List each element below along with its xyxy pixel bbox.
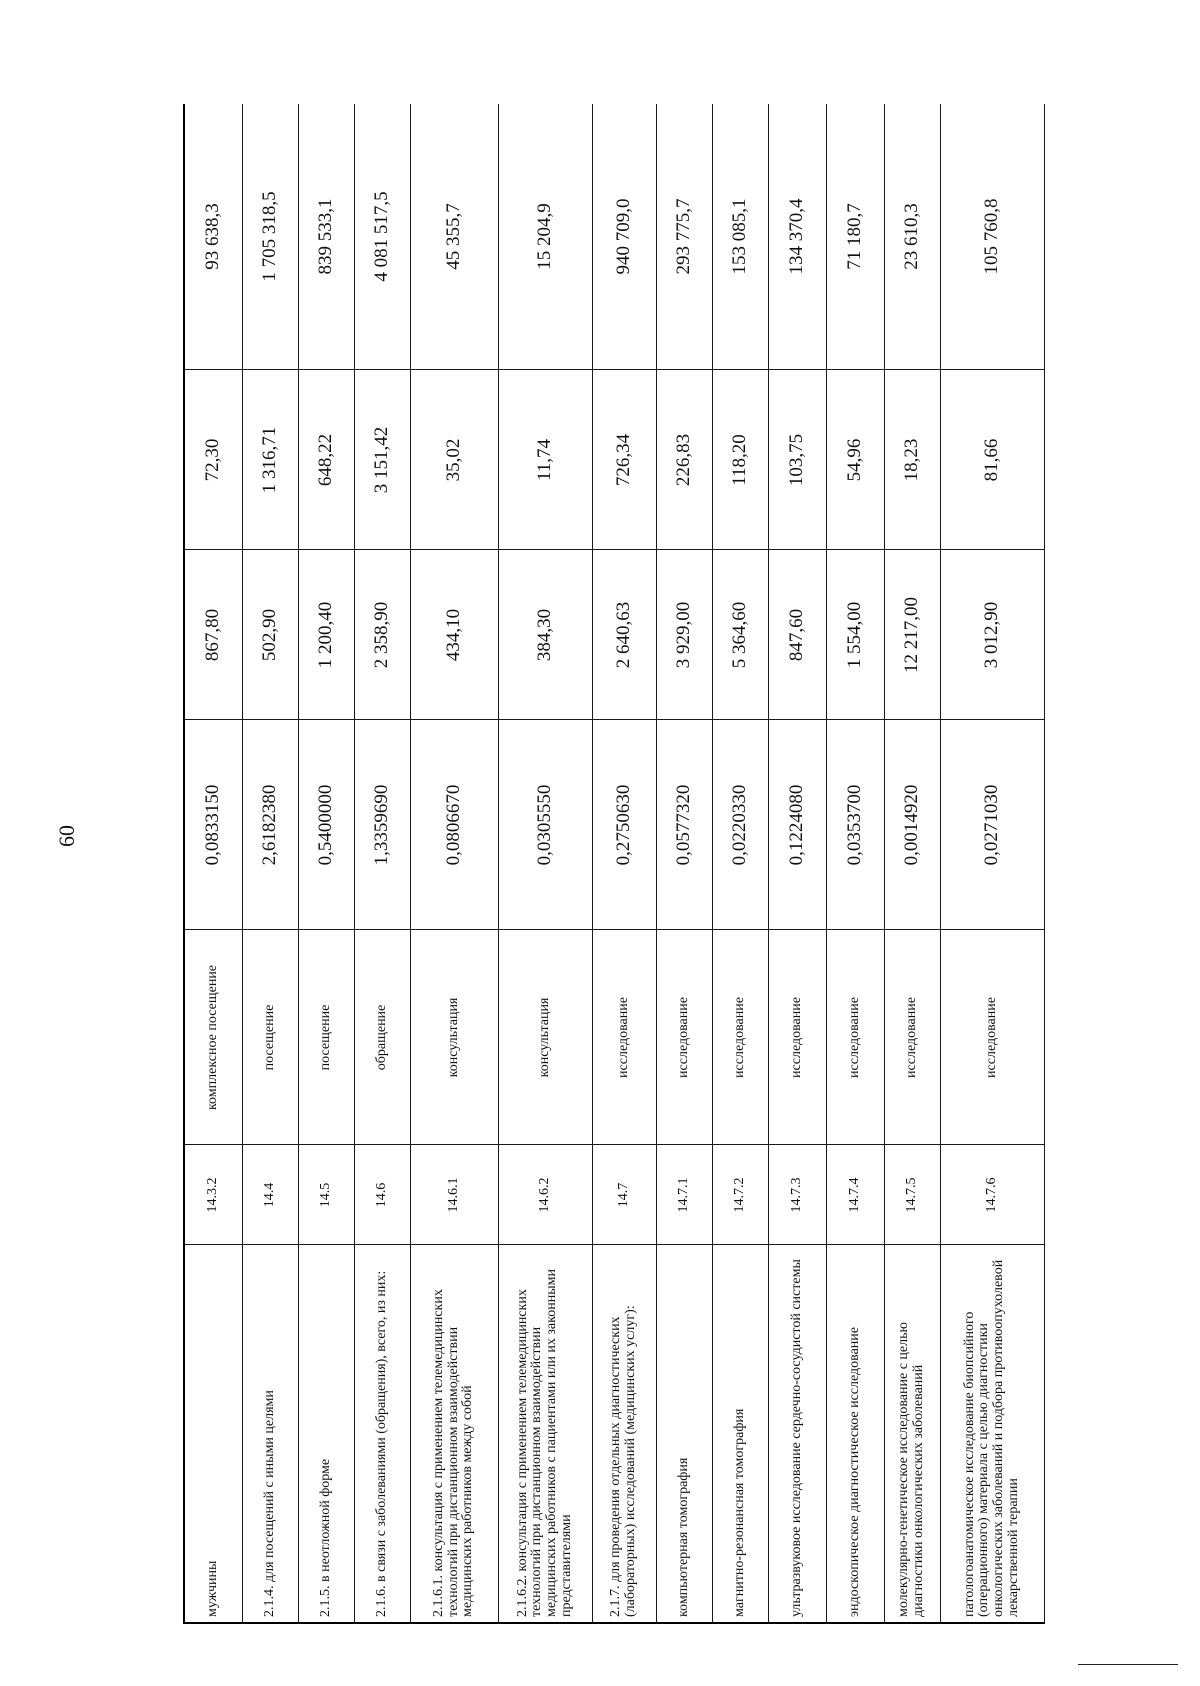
row-cost: 1 554,00 xyxy=(826,550,884,720)
row-total: 45 355,7 xyxy=(410,104,498,370)
table-body xyxy=(184,104,1044,1623)
row-total: 23 610,3 xyxy=(884,104,940,370)
row-name: магнитно-резонансная томография xyxy=(712,1245,768,1623)
row-unit: исследование xyxy=(768,930,826,1145)
table-row xyxy=(940,104,1044,1623)
table-row xyxy=(354,104,410,1623)
row-name: компьютерная томография xyxy=(656,1245,712,1623)
table-row xyxy=(712,104,768,1623)
row-code: 14.6.2 xyxy=(498,1145,592,1245)
row-unit: исследование xyxy=(884,930,940,1145)
row-per-capita: 103,75 xyxy=(768,370,826,550)
row-name: молекулярно-генетическое исследование с целью диагностики онкологических заболеваний xyxy=(884,1245,940,1623)
row-total: 293 775,7 xyxy=(656,104,712,370)
table-row xyxy=(184,104,242,1623)
table-row xyxy=(768,104,826,1623)
row-cost: 12 217,00 xyxy=(884,550,940,720)
row-cost: 2 358,90 xyxy=(354,550,410,720)
row-total: 15 204,9 xyxy=(498,104,592,370)
row-unit: исследование xyxy=(656,930,712,1145)
table-row xyxy=(592,104,656,1623)
row-total: 1 705 318,5 xyxy=(242,104,298,370)
row-norm: 0,0014920 xyxy=(884,720,940,930)
row-total: 134 370,4 xyxy=(768,104,826,370)
row-per-capita: 726,34 xyxy=(592,370,656,550)
row-per-capita: 226,83 xyxy=(656,370,712,550)
row-total: 839 533,1 xyxy=(298,104,354,370)
row-unit: консультация xyxy=(410,930,498,1145)
row-code: 14.7.1 xyxy=(656,1145,712,1245)
row-norm: 0,1224080 xyxy=(768,720,826,930)
row-unit: обращение xyxy=(354,930,410,1145)
row-code: 14.6.1 xyxy=(410,1145,498,1245)
row-total: 153 085,1 xyxy=(712,104,768,370)
row-code: 14.5 xyxy=(298,1145,354,1245)
row-total: 93 638,3 xyxy=(184,104,242,370)
row-unit: исследование xyxy=(940,930,1044,1145)
table-row xyxy=(884,104,940,1623)
row-total: 4 081 517,5 xyxy=(354,104,410,370)
row-cost: 3 012,90 xyxy=(940,550,1044,720)
row-per-capita: 1 316,71 xyxy=(242,370,298,550)
row-name: 2.1.6. в связи с заболеваниями (обращения), всего, из них: xyxy=(354,1245,410,1623)
row-norm: 0,0353700 xyxy=(826,720,884,930)
row-per-capita: 118,20 xyxy=(712,370,768,550)
row-total: 105 760,8 xyxy=(940,104,1044,370)
row-per-capita: 648,22 xyxy=(298,370,354,550)
row-unit: исследование xyxy=(592,930,656,1145)
row-norm: 0,0220330 xyxy=(712,720,768,930)
row-code: 14.7.2 xyxy=(712,1145,768,1245)
row-code: 14.6 xyxy=(354,1145,410,1245)
row-norm: 0,0806670 xyxy=(410,720,498,930)
row-per-capita: 35,02 xyxy=(410,370,498,550)
data-table xyxy=(183,104,1045,1624)
row-norm: 0,5400000 xyxy=(298,720,354,930)
row-name: патологоанатомическое исследование биопсийного (операционного) материала с целью диагностики онкологических заболеваний и подбора противоопухолевой лекарственной терапии xyxy=(940,1245,1044,1623)
row-name: эндоскопическое диагностическое исследование xyxy=(826,1245,884,1623)
row-code: 14.3.2 xyxy=(184,1145,242,1245)
rotated-table-area xyxy=(183,104,1053,1624)
table-row xyxy=(498,104,592,1623)
row-norm: 0,0271030 xyxy=(940,720,1044,930)
table-row xyxy=(656,104,712,1623)
row-unit: консультация xyxy=(498,930,592,1145)
page-number: 60 xyxy=(54,825,79,847)
row-unit: исследование xyxy=(712,930,768,1145)
table-row xyxy=(298,104,354,1623)
row-cost: 5 364,60 xyxy=(712,550,768,720)
row-name: 2.1.7. для проведения отдельных диагностических (лабораторных) исследований (медицинских услуг): xyxy=(592,1245,656,1623)
row-norm: 0,2750630 xyxy=(592,720,656,930)
row-name: 2.1.5. в неотложной форме xyxy=(298,1245,354,1623)
row-per-capita: 72,30 xyxy=(184,370,242,550)
table-rotator xyxy=(183,104,1053,1624)
row-cost: 2 640,63 xyxy=(592,550,656,720)
row-per-capita: 81,66 xyxy=(940,370,1044,550)
row-per-capita: 18,23 xyxy=(884,370,940,550)
row-code: 14.7.6 xyxy=(940,1145,1044,1245)
row-code: 14.7.5 xyxy=(884,1145,940,1245)
row-per-capita: 3 151,42 xyxy=(354,370,410,550)
row-unit: исследование xyxy=(826,930,884,1145)
row-cost: 502,90 xyxy=(242,550,298,720)
table-row xyxy=(242,104,298,1623)
row-norm: 0,0305550 xyxy=(498,720,592,930)
row-name: 2.1.4. для посещений с иными целями xyxy=(242,1245,298,1623)
row-norm: 0,0833150 xyxy=(184,720,242,930)
row-per-capita: 11,74 xyxy=(498,370,592,550)
row-cost: 867,80 xyxy=(184,550,242,720)
row-cost: 1 200,40 xyxy=(298,550,354,720)
row-name: ультразвуковое исследование сердечно-сосудистой системы xyxy=(768,1245,826,1623)
row-unit: посещение xyxy=(242,930,298,1145)
row-norm: 0,0577320 xyxy=(656,720,712,930)
footer-rule xyxy=(1078,1664,1178,1665)
row-cost: 3 929,00 xyxy=(656,550,712,720)
row-code: 14.7.3 xyxy=(768,1145,826,1245)
table-row xyxy=(410,104,498,1623)
table-row xyxy=(826,104,884,1623)
row-cost: 434,10 xyxy=(410,550,498,720)
row-name: 2.1.6.1. консультация с применением телемедицинских технологий при дистанционном взаимодействии медицинских работников между собой xyxy=(410,1245,498,1623)
row-code: 14.7 xyxy=(592,1145,656,1245)
row-cost: 384,30 xyxy=(498,550,592,720)
row-total: 71 180,7 xyxy=(826,104,884,370)
row-name: мужчины xyxy=(184,1245,242,1623)
row-norm: 1,3359690 xyxy=(354,720,410,930)
row-norm: 2,6182380 xyxy=(242,720,298,930)
row-code: 14.7.4 xyxy=(826,1145,884,1245)
row-per-capita: 54,96 xyxy=(826,370,884,550)
row-name: 2.1.6.2. консультация с применением телемедицинских технологий при дистанционном взаимодействии медицинских работников с пациентами или их законными представителями xyxy=(498,1245,592,1623)
row-total: 940 709,0 xyxy=(592,104,656,370)
row-code: 14.4 xyxy=(242,1145,298,1245)
row-cost: 847,60 xyxy=(768,550,826,720)
row-unit: комплексное посещение xyxy=(184,930,242,1145)
row-unit: посещение xyxy=(298,930,354,1145)
